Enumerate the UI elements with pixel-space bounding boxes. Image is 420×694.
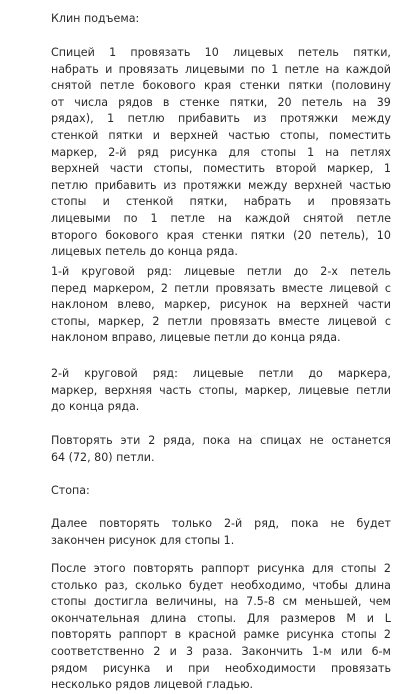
text-line: стопы, маркер, 2 петли провязать вместе лицевой с [51, 314, 391, 328]
text-line: маркер, 2-й ряд рисунка для стопы 1 на петлях [51, 145, 391, 159]
text-line: наклоном вправо, лицевые петли до конца ряда. [51, 331, 341, 345]
paragraph-foot-length [51, 561, 391, 694]
text-line: снятой петле бокового края стенки пятки (половину [51, 79, 391, 93]
text-line: от числа рядов в стенке пятки, 20 петель на 39 [51, 95, 391, 109]
text-line: до конца ряда. [51, 400, 140, 414]
text-line: наклоном влево, маркер, рисунок на верхней части [51, 298, 391, 312]
text-line: стопы и стенкой пятки, набрать и провязать [51, 195, 391, 209]
text-line: лицевых петель до конца ряда. [51, 245, 238, 259]
heading-text: Клин подъема: [51, 12, 140, 25]
text-line: повторять раппорт в красной рамке рисунка стопы 2 [51, 628, 391, 642]
paragraph-round-1 [51, 264, 391, 347]
paragraph-repeat [51, 433, 391, 466]
text-line: Повторять эти 2 ряда, пока на спицах не останется [51, 434, 391, 447]
text-line: Спицей 1 провязать 10 лицевых петель пятки, [51, 46, 391, 59]
text-line: стенкой пятки и верхней частью стопы, поместить [51, 128, 391, 142]
text-line: петлю прибавить из протяжки между верхней частью [51, 178, 391, 192]
text-line: После этого повторять раппорт рисунка для стопы 2 [51, 562, 391, 575]
text-line: верхней части стопы, поместить второй маркер, 1 [51, 162, 391, 176]
text-line: соответственно 2 и 3 раза. Закончить 1-м или 6-м [51, 644, 391, 658]
paragraph-round-2 [51, 366, 391, 416]
text-line: лицевыми по 1 петле на каждой снятой петле [51, 211, 391, 225]
text-line: перед маркером, 2 петли провязать вместе лицевой с [51, 281, 391, 295]
text-line: несколько рядов лицевой гладью. [51, 678, 254, 692]
text-line: 1-й круговой ряд: лицевые петли до 2-х петель [51, 265, 391, 278]
text-line: рядом рисунка и при необходимости провязать [51, 661, 391, 675]
text-line: второго бокового края стенки пятки (20 петель), 10 [51, 228, 391, 242]
text-line: 64 (72, 80) петли. [51, 450, 155, 464]
text-line: рядах), 1 петлю прибавить из протяжки между [51, 112, 391, 126]
heading-foot [51, 483, 391, 500]
heading-wedge [51, 11, 391, 28]
text-line: закончен рисунок для стопы 1. [51, 533, 235, 547]
paragraph-foot-repeat [51, 516, 391, 549]
text-line: набрать и провязать лицевыми по 1 петле на каждой [51, 62, 391, 76]
paragraph-wedge-instructions [51, 45, 391, 261]
heading-text: Стопа: [51, 484, 90, 497]
text-line: окончательная длина стопы. Для размеров М и L [51, 611, 391, 625]
text-line: стопы достигла величины, на 7.5-8 см меньшей, чем [51, 595, 391, 609]
text-line: маркер, верхняя часть стопы, маркер, лицевые петли [51, 383, 391, 397]
text-line: 2-й круговой ряд: лицевые петли до маркера, [51, 367, 391, 380]
text-line: столько раз, сколько будет необходимо, чтобы длина [51, 578, 391, 592]
text-line: Далее повторять только 2-й ряд, пока не будет [51, 517, 391, 530]
